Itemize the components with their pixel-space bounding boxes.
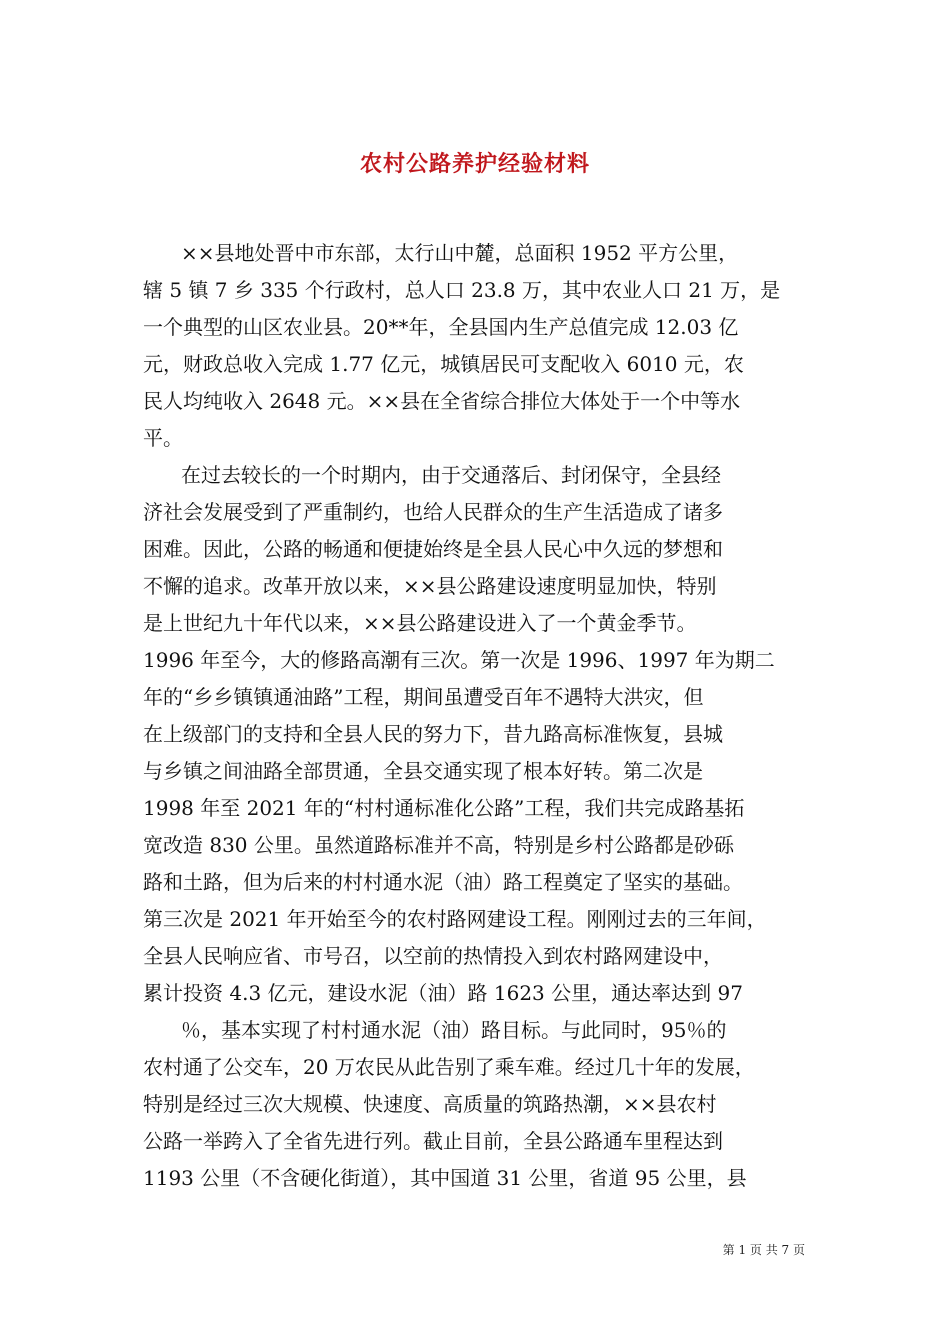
text-line: 元，财政总收入完成 1.77 亿元，城镇居民可支配收入 6010 元，农 bbox=[143, 352, 744, 376]
paragraph-1 bbox=[143, 235, 811, 457]
text-line: 年的“乡乡镇镇通油路”工程，期间虽遭受百年不遇特大洪灾，但 bbox=[143, 685, 704, 709]
paragraph-2 bbox=[143, 457, 811, 1012]
text-line: 辖 5 镇 7 乡 335 个行政村，总人口 23.8 万，其中农业人口 21 万，是 bbox=[143, 278, 781, 302]
text-line: 全县人民响应省、市号召，以空前的热情投入到农村路网建设中， bbox=[143, 944, 723, 968]
text-line: ××县地处晋中市东部，太行山中麓，总面积 1952 平方公里， bbox=[181, 241, 739, 265]
text-line: 民人均纯收入 2648 元。××县在全省综合排位大体处于一个中等水 bbox=[143, 389, 741, 413]
text-line: 是上世纪九十年代以来，××县公路建设进入了一个黄金季节。 bbox=[143, 611, 697, 635]
page-number-footer: 第 1 页 共 7 页 bbox=[722, 1243, 805, 1257]
text-line: 1998 年至 2021 年的“村村通标准化公路”工程，我们共完成路基拓 bbox=[143, 796, 745, 820]
document-title: 农村公路养护经验材料 bbox=[359, 150, 590, 177]
text-line: 济社会发展受到了严重制约，也给人民群众的生产生活造成了诸多 bbox=[143, 500, 723, 524]
text-line: 1193 公里（不含硬化街道），其中国道 31 公里，省道 95 公里，县 bbox=[143, 1166, 747, 1190]
text-line: 平。 bbox=[143, 426, 183, 450]
text-line: 在上级部门的支持和全县人民的努力下，昔九路高标准恢复，县城 bbox=[143, 722, 723, 746]
text-line: 一个典型的山区农业县。20**年，全县国内生产总值完成 12.03 亿 bbox=[143, 315, 739, 339]
text-line: ％，基本实现了村村通水泥（油）路目标。与此同时，95％的 bbox=[181, 1018, 727, 1042]
text-line: 公路一举跨入了全省先进行列。截止目前，全县公路通车里程达到 bbox=[143, 1129, 723, 1153]
text-line: 累计投资 4.3 亿元，建设水泥（油）路 1623 公里，通达率达到 97 bbox=[143, 981, 743, 1005]
text-line: 不懈的追求。改革开放以来，××县公路建设速度明显加快，特别 bbox=[143, 574, 717, 598]
text-line: 农村通了公交车，20 万农民从此告别了乘车难。经过几十年的发展， bbox=[143, 1055, 755, 1079]
text-line: 与乡镇之间油路全部贯通，全县交通实现了根本好转。第二次是 bbox=[143, 759, 703, 783]
text-line: 特别是经过三次大规模、快速度、高质量的筑路热潮，××县农村 bbox=[143, 1092, 717, 1116]
document-body bbox=[143, 235, 811, 1197]
paragraph-3 bbox=[143, 1012, 811, 1197]
text-line: 宽改造 830 公里。虽然道路标准并不高，特别是乡村公路都是砂砾 bbox=[143, 833, 734, 857]
text-line: 路和土路，但为后来的村村通水泥（油）路工程奠定了坚实的基础。 bbox=[143, 870, 743, 894]
text-line: 在过去较长的一个时期内，由于交通落后、封闭保守，全县经 bbox=[181, 463, 721, 487]
text-line: 1996 年至今，大的修路高潮有三次。第一次是 1996、1997 年为期二 bbox=[143, 648, 775, 672]
text-line: 困难。因此，公路的畅通和便捷始终是全县人民心中久远的梦想和 bbox=[143, 537, 723, 561]
text-line: 第三次是 2021 年开始至今的农村路网建设工程。刚刚过去的三年间， bbox=[143, 907, 767, 931]
